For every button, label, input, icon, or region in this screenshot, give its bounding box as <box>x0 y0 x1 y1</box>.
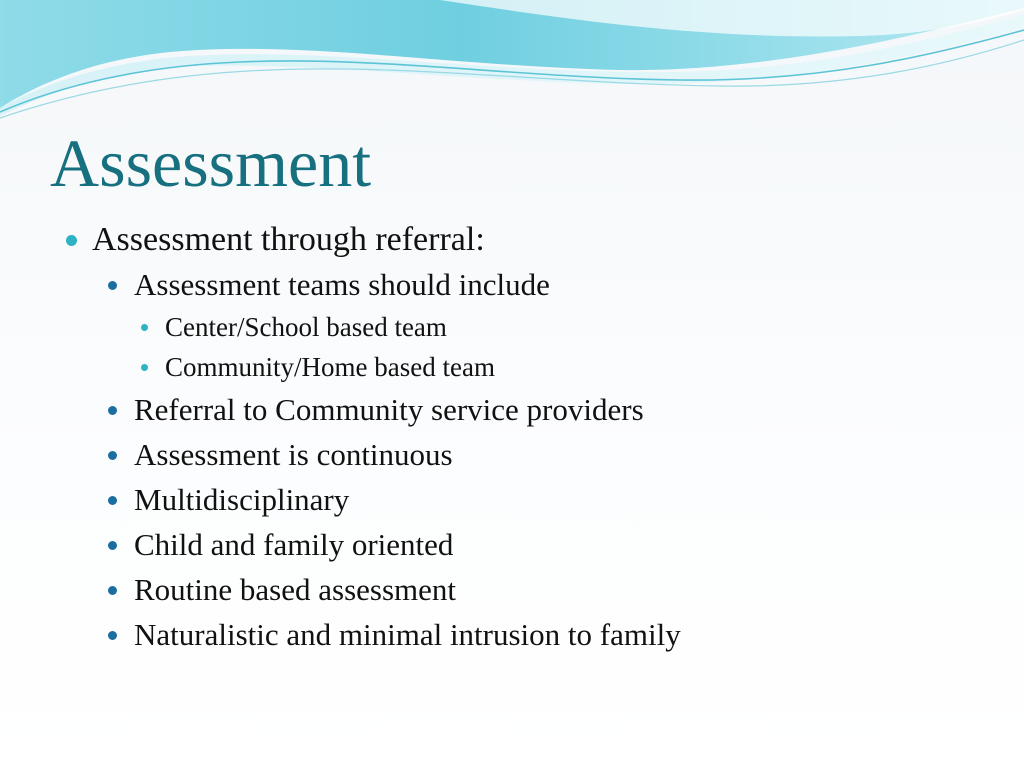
bullet-text: Multidisciplinary <box>134 482 350 517</box>
bullet-item <box>60 307 1000 347</box>
bullet-dot-icon <box>108 496 117 505</box>
bullet-dot-icon <box>141 364 148 371</box>
bullet-item <box>60 612 1000 657</box>
bullet-dot-icon <box>141 324 148 331</box>
bullet-text: Referral to Community service providers <box>134 392 644 427</box>
bullet-item <box>60 477 1000 522</box>
bullet-dot-icon <box>66 235 77 246</box>
bullet-dot-icon <box>108 451 117 460</box>
bullet-text: Center/School based team <box>165 312 447 342</box>
bullet-text: Assessment through referral: <box>92 221 485 258</box>
bullet-item <box>60 432 1000 477</box>
bullet-item <box>60 567 1000 612</box>
bullet-text: Routine based assessment <box>134 572 457 607</box>
bullet-dot-icon <box>108 541 117 550</box>
bullet-dot-icon <box>108 281 117 290</box>
bullet-item <box>60 347 1000 387</box>
bullet-text: Community/Home based team <box>165 352 495 382</box>
bullet-item <box>60 387 1000 432</box>
bullet-item <box>60 522 1000 567</box>
bullet-text: Assessment is continuous <box>134 437 453 472</box>
bullet-item <box>60 218 1000 262</box>
bullet-list <box>60 218 1000 657</box>
wave-header-decoration <box>0 0 1024 130</box>
slide-title: Assessment <box>50 125 372 201</box>
bullet-dot-icon <box>108 406 117 415</box>
bullet-dot-icon <box>108 631 117 640</box>
bullet-item <box>60 262 1000 307</box>
bullet-text: Child and family oriented <box>134 527 454 562</box>
bullet-dot-icon <box>108 586 117 595</box>
bullet-text: Naturalistic and minimal intrusion to family <box>134 617 681 652</box>
bullet-text: Assessment teams should include <box>134 267 550 302</box>
